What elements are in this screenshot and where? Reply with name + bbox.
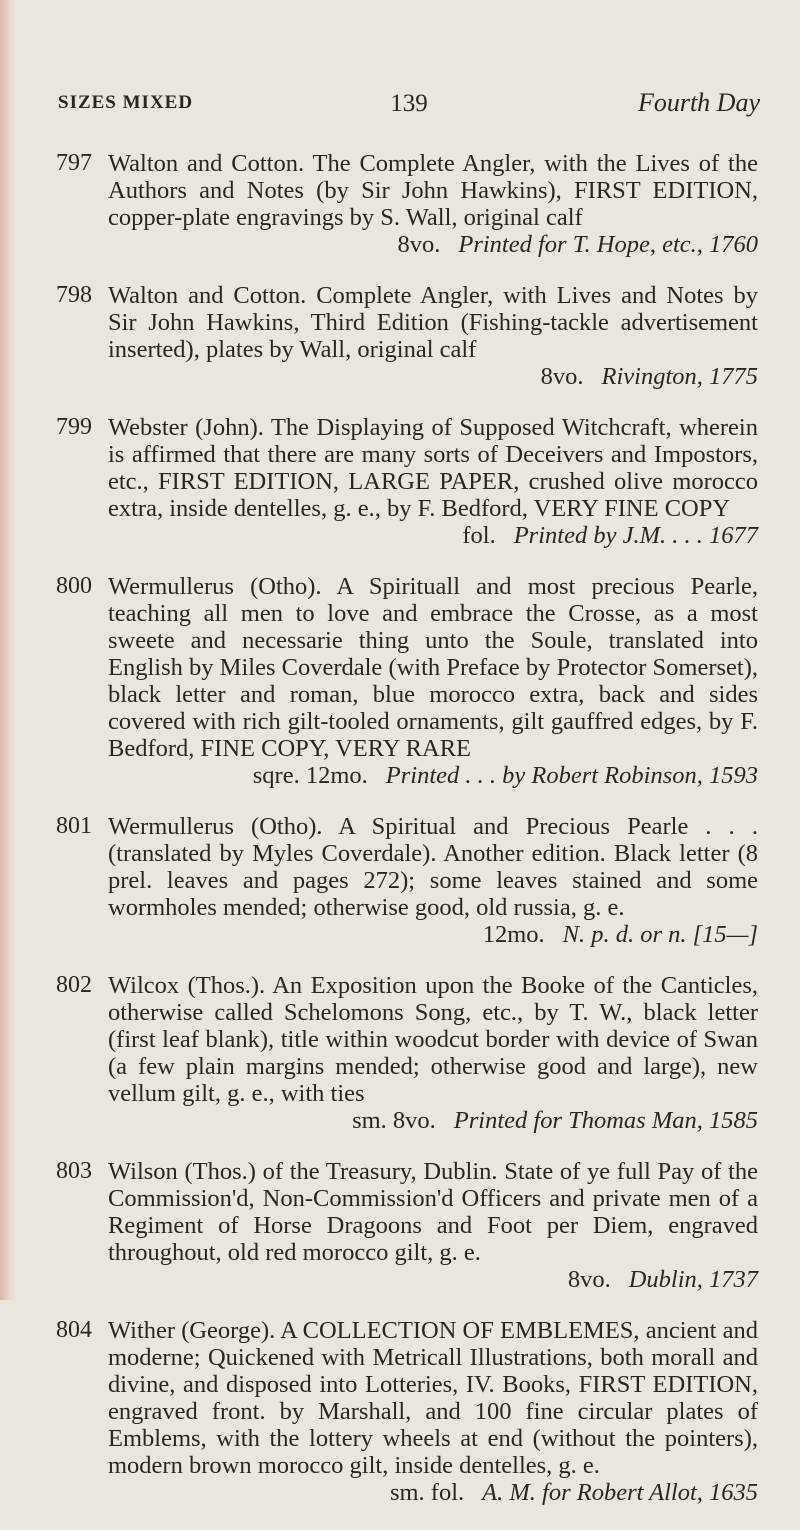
entry-description: Webster (John). The Displaying of Supposed Witchcraft, wherein is affirmed that there are many sorts of Deceivers and Impostors, etc., FIRST EDITION, LARGE PAPER, crushed olive morocco extra, inside dentelles, g. e., by F. Bedford, VERY FINE COPY bbox=[108, 414, 758, 522]
catalogue-entry bbox=[56, 414, 758, 549]
entry-description: Walton and Cotton. Complete Angler, with Lives and Notes by Sir John Hawkins, Third Edition (Fishing-tackle advertisement inserted), plates by Wall, original calf bbox=[108, 282, 758, 363]
catalogue-entries bbox=[56, 150, 758, 1530]
catalogue-entry bbox=[56, 282, 758, 390]
entry-format: 12mo. bbox=[482, 921, 545, 948]
entry-format: 8vo. bbox=[540, 363, 584, 390]
entry-description: Wither (George). A COLLECTION OF EMBLEMES, ancient and moderne; Quickened with Metricall Illustrations, both morall and divine, and disposed into Lotteries, IV. Books, FIRST EDITION, engraved front. by Marshall, and 100 fine circular plates of Emblems, with the lottery wheels at end (without the pointers), modern brown morocco gilt, inside dentelles, g. e. bbox=[108, 1317, 758, 1479]
entry-imprint-line bbox=[108, 231, 758, 258]
entry-format: 8vo. bbox=[397, 231, 441, 258]
entry-description: Walton and Cotton. The Complete Angler, with the Lives of the Authors and Notes (by Sir John Hawkins), FIRST EDITION, copper-plate engravings by S. Wall, original calf bbox=[108, 150, 758, 231]
lot-number: 801 bbox=[56, 813, 92, 839]
section-heading: SIZES MIXED bbox=[58, 92, 194, 113]
catalogue-entry bbox=[56, 813, 758, 948]
page-header bbox=[58, 88, 760, 122]
lot-number: 804 bbox=[56, 1317, 92, 1343]
entry-imprint: Printed . . . by Robert Robinson, 1593 bbox=[385, 762, 758, 789]
entry-imprint: Printed by J.M. . . . 1677 bbox=[513, 522, 758, 549]
day-heading: Fourth Day bbox=[637, 88, 760, 117]
entry-imprint: A. M. for Robert Allot, 1635 bbox=[482, 1479, 758, 1506]
entry-format: sm. fol. bbox=[389, 1479, 465, 1506]
lot-number: 802 bbox=[56, 972, 92, 998]
lot-number: 798 bbox=[56, 282, 92, 308]
entry-description: Wermullerus (Otho). A Spiritual and Precious Pearle . . . (translated by Myles Coverdale). Another edition. Black letter (8 prel. leaves and pages 272); some leaves stained and some wormholes mended; otherwise good, old russia, g. e. bbox=[108, 813, 758, 921]
entry-format: sqre. 12mo. bbox=[252, 762, 368, 789]
entry-imprint-line bbox=[108, 522, 758, 549]
entry-description: Wilson (Thos.) of the Treasury, Dublin. State of ye full Pay of the Commission'd, Non-Commission'd Officers and private men of a Regiment of Horse Dragoons and Foot per Diem, engraved throughout, old red morocco gilt, g. e. bbox=[108, 1158, 758, 1266]
entry-description: Wilcox (Thos.). An Exposition upon the Booke of the Canticles, otherwise called Schelomons Song, etc., by T. W., black letter (first leaf blank), title within woodcut border with device of Swan (a few plain margins mended; otherwise good and large), new vellum gilt, g. e., with ties bbox=[108, 972, 758, 1107]
catalogue-entry bbox=[56, 972, 758, 1134]
entry-imprint-line bbox=[108, 1479, 758, 1506]
lot-number: 803 bbox=[56, 1158, 92, 1184]
entry-imprint: N. p. d. or n. [15—] bbox=[562, 921, 758, 948]
catalogue-entry bbox=[56, 150, 758, 258]
catalogue-entry bbox=[56, 573, 758, 789]
lot-number: 800 bbox=[56, 573, 92, 599]
entry-format: fol. bbox=[462, 522, 496, 549]
entry-imprint: Rivington, 1775 bbox=[601, 363, 758, 390]
catalogue-entry bbox=[56, 1158, 758, 1293]
entry-imprint-line bbox=[108, 363, 758, 390]
lot-number: 799 bbox=[56, 414, 92, 440]
entry-imprint-line bbox=[108, 1266, 758, 1293]
entry-imprint: Printed for Thomas Man, 1585 bbox=[453, 1107, 758, 1134]
page-number: 139 bbox=[390, 90, 428, 117]
entry-format: 8vo. bbox=[567, 1266, 611, 1293]
page-edge bbox=[0, 0, 16, 1300]
entry-imprint-line bbox=[108, 921, 758, 948]
entry-imprint: Printed for T. Hope, etc., 1760 bbox=[458, 231, 758, 258]
entry-imprint-line bbox=[108, 762, 758, 789]
lot-number: 797 bbox=[56, 150, 92, 176]
entry-format: sm. 8vo. bbox=[352, 1107, 436, 1134]
entry-description: Wermullerus (Otho). A Spirituall and most precious Pearle, teaching all men to love and embrace the Crosse, as a most sweete and necessarie thing unto the Soule, translated into English by Miles Coverdale (with Preface by Protector Somerset), black letter and roman, blue morocco extra, back and sides covered with rich gilt-tooled ornaments, gilt gauffred edges, by F. Bedford, FINE COPY, VERY RARE bbox=[108, 573, 758, 762]
catalogue-entry bbox=[56, 1317, 758, 1506]
entry-imprint-line bbox=[108, 1107, 758, 1134]
entry-imprint: Dublin, 1737 bbox=[628, 1266, 758, 1293]
